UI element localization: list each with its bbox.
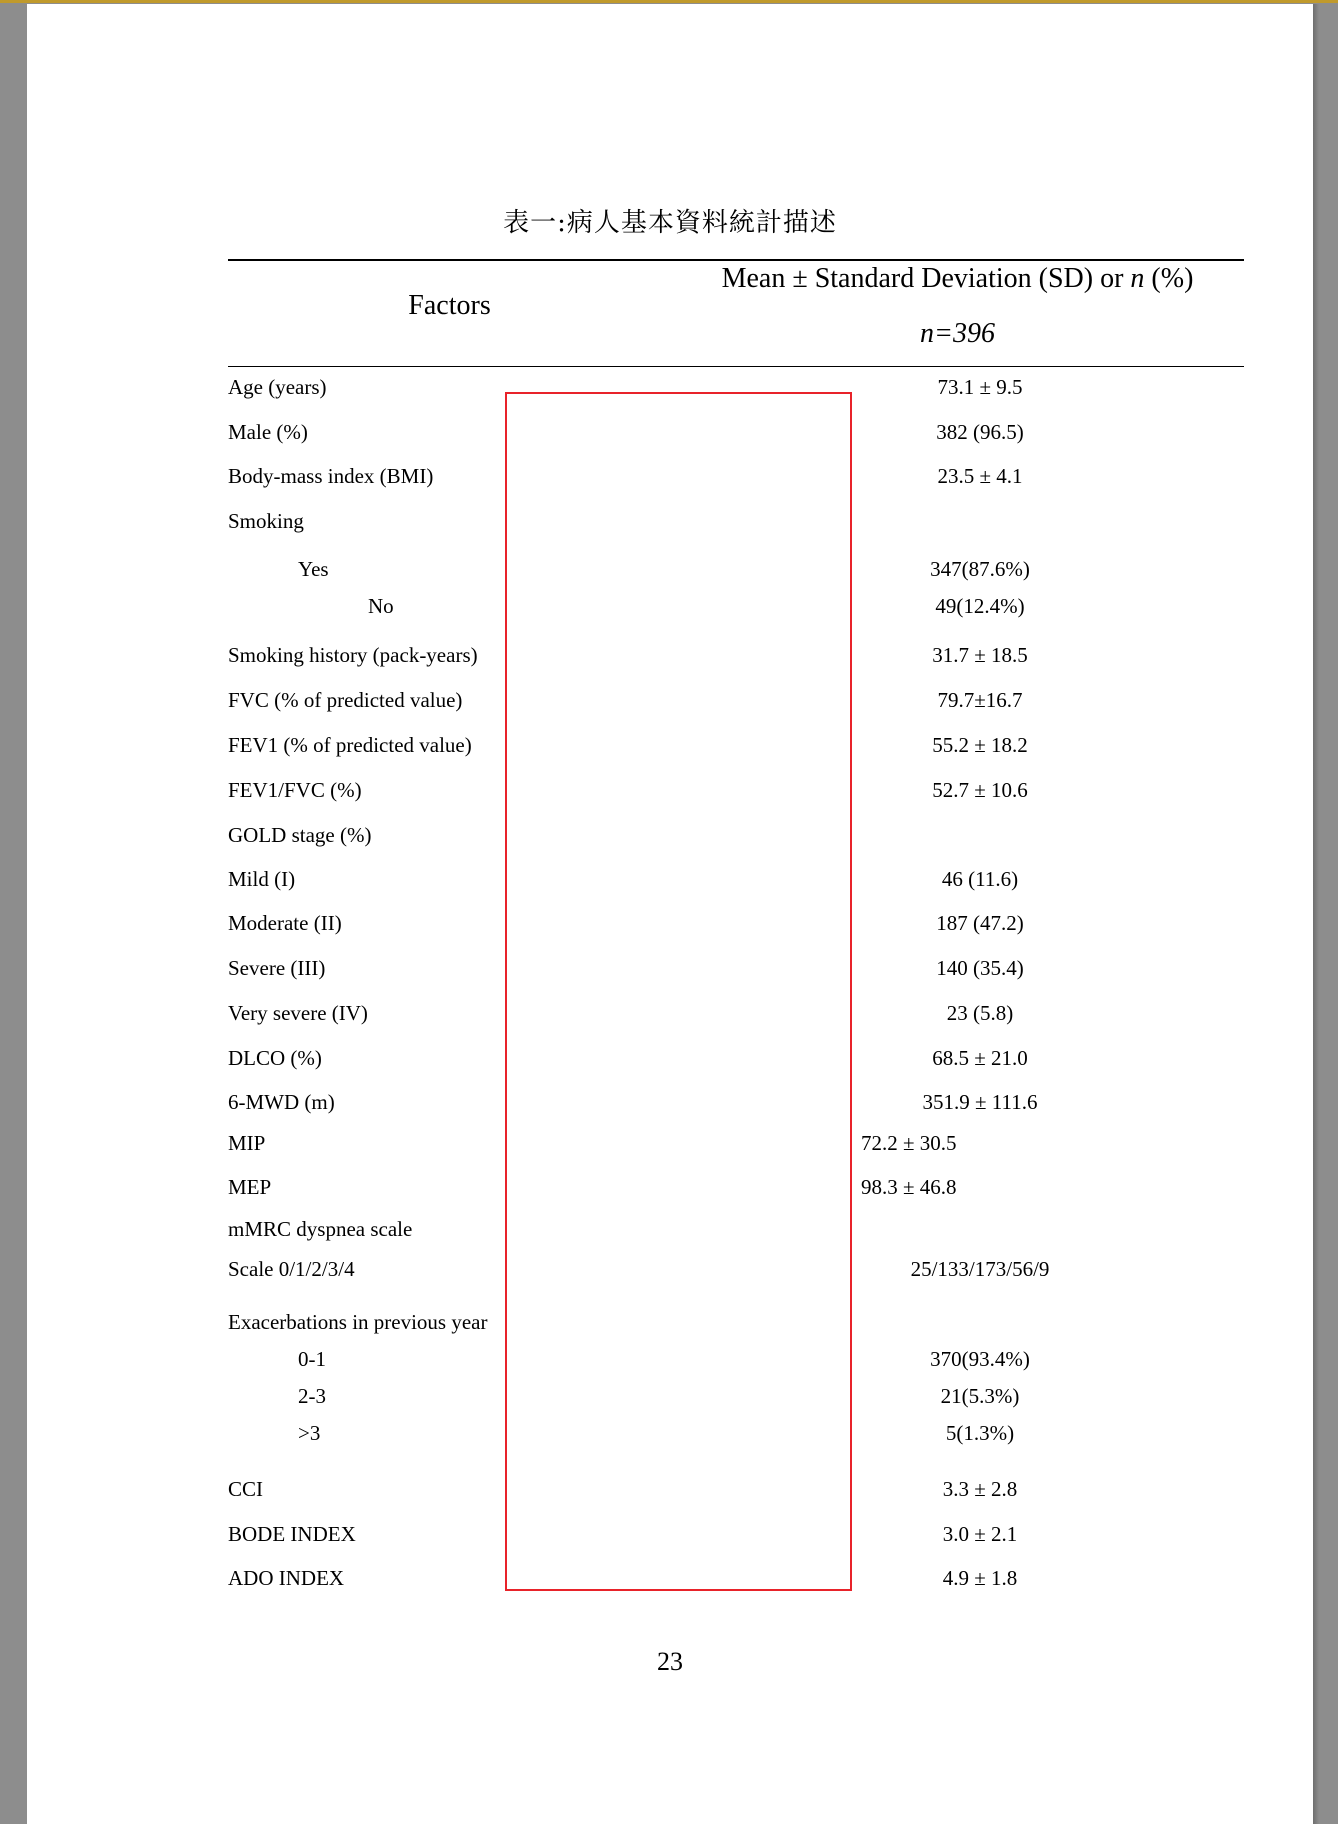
row-value: 55.2 ± 18.2 [932, 733, 1028, 757]
window-top-border [0, 0, 1338, 3]
row-value: 52.7 ± 10.6 [932, 778, 1028, 802]
row-value: 23.5 ± 4.1 [937, 464, 1023, 488]
row-label: CCI [228, 1477, 264, 1501]
row-value: 72.2 ± 30.5 [861, 1131, 957, 1155]
row-label: ADO INDEX [228, 1566, 345, 1590]
row-value: 98.3 ± 46.8 [861, 1175, 957, 1199]
row-label: Scale 0/1/2/3/4 [228, 1257, 355, 1281]
row-value: 3.0 ± 2.1 [942, 1522, 1018, 1546]
header-mean-italic-n: n [1130, 263, 1145, 294]
header-bottom-rule [228, 366, 1244, 367]
row-value: 351.9 ± 111.6 [922, 1090, 1038, 1114]
row-label: DLCO (%) [228, 1046, 322, 1070]
header-mean-sd [671, 263, 1244, 295]
row-value: 370(93.4%) [930, 1347, 1030, 1371]
row-value: 382 (96.5) [936, 420, 1024, 444]
row-label: FVC (% of predicted value) [228, 688, 463, 712]
row-label: >3 [298, 1421, 321, 1445]
row-value: 46 (11.6) [941, 867, 1019, 891]
row-label: BODE INDEX [228, 1522, 356, 1546]
row-value: 140 (35.4) [936, 956, 1024, 980]
row-label: No [368, 594, 394, 618]
highlight-rectangle [505, 392, 852, 1591]
row-label: Smoking [228, 509, 304, 533]
row-value: 68.5 ± 21.0 [932, 1046, 1028, 1070]
header-mean-suffix: (%) [1144, 263, 1194, 294]
table-top-rule [228, 259, 1244, 261]
row-value: 25/133/173/56/9 [910, 1257, 1050, 1281]
page-number: 23 [657, 1647, 683, 1676]
row-value: 347(87.6%) [930, 557, 1030, 581]
row-label: FEV1/FVC (%) [228, 778, 362, 802]
row-label: 6-MWD (m) [228, 1090, 335, 1114]
row-label: 2-3 [298, 1384, 326, 1408]
row-label: Exacerbations in previous year [228, 1310, 488, 1334]
row-value: 31.7 ± 18.5 [932, 643, 1028, 667]
header-mean-prefix: Mean ± Standard Deviation (SD) or [721, 263, 1131, 294]
row-label: 0-1 [298, 1347, 326, 1371]
row-value: 187 (47.2) [936, 911, 1024, 935]
row-value: 3.3 ± 2.8 [942, 1477, 1018, 1501]
row-value: 73.1 ± 9.5 [937, 375, 1023, 399]
row-value: 49(12.4%) [935, 594, 1025, 618]
row-value: 79.7±16.7 [937, 688, 1023, 712]
row-label: Very severe (IV) [228, 1001, 368, 1025]
row-label: Yes [298, 557, 329, 581]
row-label: Body-mass index (BMI) [228, 464, 434, 488]
row-value: 21(5.3%) [940, 1384, 1020, 1408]
row-label: Severe (III) [228, 956, 326, 980]
header-sample-size: n=396 [920, 318, 995, 349]
row-label: Male (%) [228, 420, 308, 444]
row-value: 5(1.3%) [945, 1421, 1015, 1445]
row-value: 4.9 ± 1.8 [942, 1566, 1018, 1590]
row-label: FEV1 (% of predicted value) [228, 733, 472, 757]
row-label: MIP [228, 1131, 266, 1155]
row-label: Moderate (II) [228, 911, 342, 935]
row-label: MEP [228, 1175, 272, 1199]
table-caption: 表一:病人基本資料統計描述 [503, 208, 837, 238]
row-label: GOLD stage (%) [228, 823, 372, 847]
row-label: Mild (I) [228, 867, 296, 891]
page-shadow [1313, 4, 1319, 1824]
row-label: mMRC dyspnea scale [228, 1217, 413, 1241]
header-factors: Factors [408, 290, 491, 321]
row-label: Age (years) [228, 375, 327, 399]
document-page [27, 4, 1313, 1824]
row-label: Smoking history (pack-years) [228, 643, 478, 667]
row-value: 23 (5.8) [946, 1001, 1014, 1025]
